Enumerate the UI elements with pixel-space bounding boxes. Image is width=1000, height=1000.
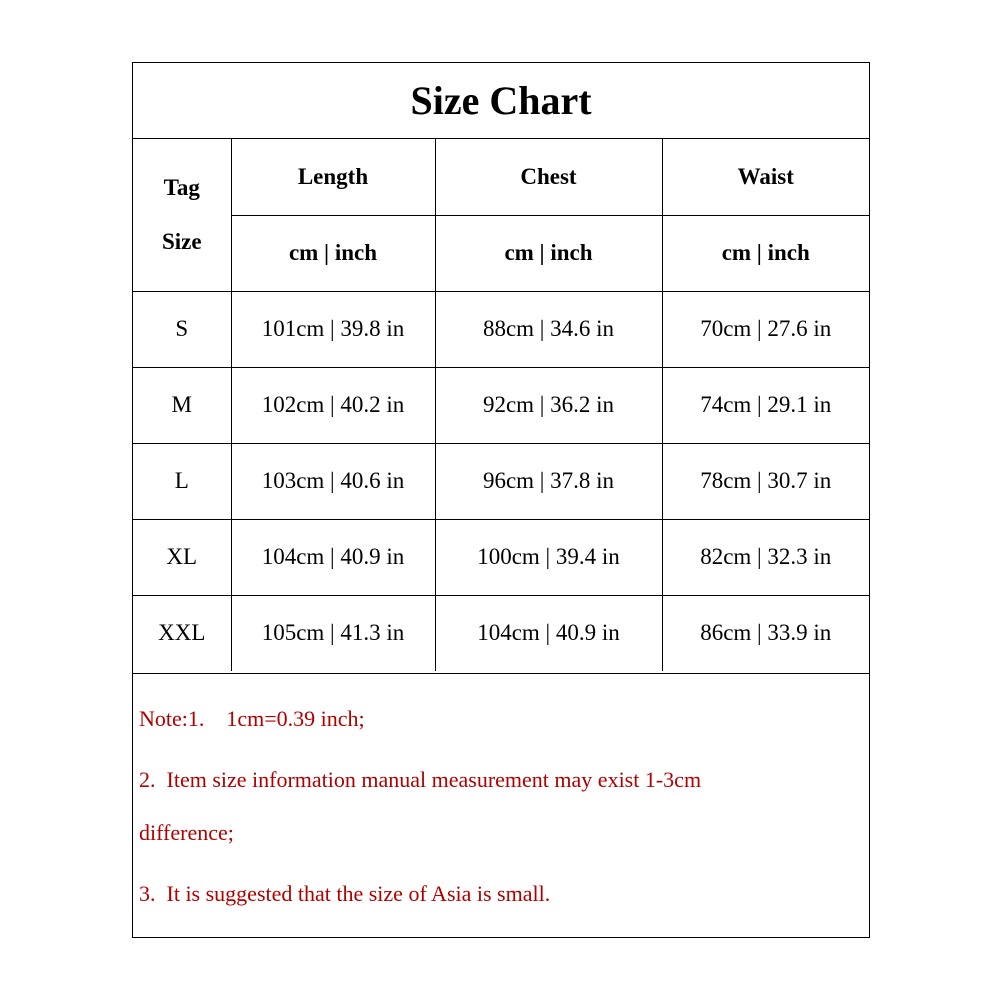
length-cell: 102cm | 40.2 in xyxy=(231,367,435,443)
size-table xyxy=(133,139,869,671)
size-label: Size xyxy=(161,228,202,254)
chest-unit: cm | inch xyxy=(435,215,662,291)
tag-size-header xyxy=(133,139,231,291)
waist-unit: cm | inch xyxy=(662,215,869,291)
size-cell: XL xyxy=(133,519,231,595)
size-cell: S xyxy=(133,291,231,367)
waist-header: Waist xyxy=(662,139,869,215)
chest-cell: 100cm | 39.4 in xyxy=(435,519,662,595)
table-row xyxy=(133,291,869,367)
size-cell: L xyxy=(133,443,231,519)
header-row-names xyxy=(133,139,869,215)
chest-cell: 92cm | 36.2 in xyxy=(435,367,662,443)
length-cell: 105cm | 41.3 in xyxy=(231,595,435,671)
note-line-2: 2. Item size information manual measurement may exist 1-3cm xyxy=(139,767,702,792)
note-line-3: difference; xyxy=(139,820,234,845)
length-cell: 101cm | 39.8 in xyxy=(231,291,435,367)
table-row xyxy=(133,595,869,671)
waist-cell: 82cm | 32.3 in xyxy=(662,519,869,595)
table-row xyxy=(133,367,869,443)
table-row xyxy=(133,519,869,595)
chest-header: Chest xyxy=(435,139,662,215)
size-chart-frame xyxy=(132,62,870,938)
waist-cell: 70cm | 27.6 in xyxy=(662,291,869,367)
note-line-4: 3. It is suggested that the size of Asia is small. xyxy=(139,881,551,906)
waist-cell: 86cm | 33.9 in xyxy=(662,595,869,671)
size-cell: M xyxy=(133,367,231,443)
note-line-1: Note:1. 1cm=0.39 inch; xyxy=(139,706,365,731)
chart-title: Size Chart xyxy=(133,63,869,139)
length-header: Length xyxy=(231,139,435,215)
chest-cell: 96cm | 37.8 in xyxy=(435,443,662,519)
length-cell: 103cm | 40.6 in xyxy=(231,443,435,519)
chest-cell: 104cm | 40.9 in xyxy=(435,595,662,671)
chest-cell: 88cm | 34.6 in xyxy=(435,291,662,367)
tag-label: Tag xyxy=(163,174,200,200)
length-unit: cm | inch xyxy=(231,215,435,291)
size-cell: XXL xyxy=(133,595,231,671)
notes-section xyxy=(133,673,869,937)
header-row-units xyxy=(133,215,869,291)
waist-cell: 74cm | 29.1 in xyxy=(662,367,869,443)
table-row xyxy=(133,443,869,519)
length-cell: 104cm | 40.9 in xyxy=(231,519,435,595)
waist-cell: 78cm | 30.7 in xyxy=(662,443,869,519)
